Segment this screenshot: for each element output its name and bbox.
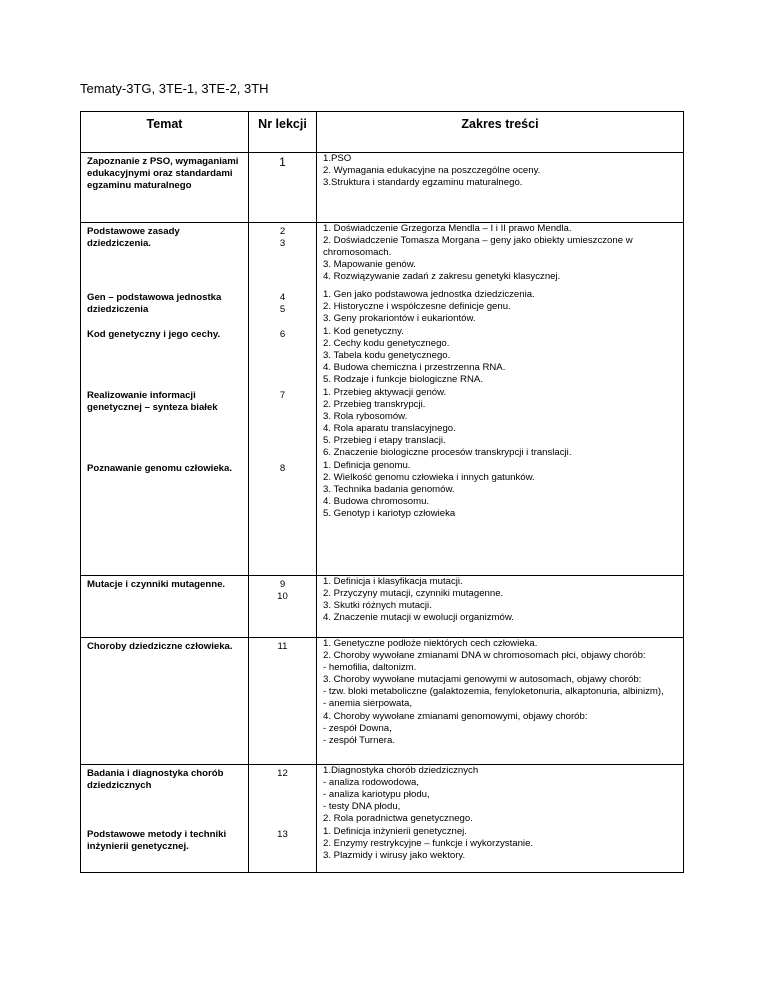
lesson-number-cell <box>249 460 317 576</box>
content-item: 1. Kod genetyczny. <box>323 325 404 337</box>
table-row <box>81 289 684 326</box>
content-item: 2. Enzymy restrykcyjne – funkcje i wykorzystanie. <box>323 837 534 849</box>
content-item: 1. Definicja i klasyfikacja mutacji. <box>323 576 463 587</box>
table-row <box>81 223 684 289</box>
content-item: - analiza kariotypu płodu, <box>323 789 430 801</box>
content-item: 4. Choroby wywołane zmianami genomowymi, objawy chorób: <box>323 710 588 722</box>
content-item: 3. Rola rybosomów. <box>323 410 408 422</box>
content-cell <box>317 638 684 765</box>
content-cell <box>317 826 684 873</box>
lesson-number: 1 <box>279 155 286 169</box>
content-item: 4. Znaczenie mutacji w ewolucji organizmów. <box>323 612 514 624</box>
header-content-scope: Zakres treści <box>317 112 684 153</box>
lesson-number: 13 <box>277 828 288 840</box>
content-item: 3. Technika badania genomów. <box>323 483 455 495</box>
lesson-number-cell <box>249 326 317 387</box>
content-item: 2. Doświadczenie Tomasza Morgana – geny jako obiekty umieszczone w chromosomach. <box>323 235 633 259</box>
content-item: 2. Przyczyny mutacji, czynniki mutagenne. <box>323 588 504 600</box>
topic-cell: Badania i diagnostyka chorób dziedzicznych <box>81 765 249 826</box>
content-item: 5. Rodzaje i funkcje biologiczne RNA. <box>323 373 483 385</box>
content-item: 4. Rola aparatu translacyjnego. <box>323 422 456 434</box>
content-item: 1. Definicja inżynierii genetycznej. <box>323 825 467 837</box>
lesson-number: 9 <box>279 579 286 590</box>
content-item: 4. Rozwiązywanie zadań z zakresu genetyki klasycznej. <box>323 271 561 283</box>
content-item: 4. Budowa chemiczna i przestrzenna RNA. <box>323 361 506 373</box>
table-row <box>81 576 684 638</box>
topic-cell: Podstawowe metody i techniki inżynierii genetycznej. <box>81 826 249 873</box>
topic-cell: Choroby dziedziczne człowieka. <box>81 638 249 765</box>
lesson-number-cell <box>249 153 317 223</box>
topic-cell: Kod genetyczny i jego cechy. <box>81 326 249 387</box>
content-cell <box>317 223 684 289</box>
content-item: 1. Genetyczne podłoże niektórych cech człowieka. <box>323 638 538 649</box>
lesson-number: 2 <box>279 226 286 237</box>
lesson-number-cell <box>249 223 317 289</box>
content-cell <box>317 576 684 638</box>
content-item: - zespół Turnera. <box>323 734 395 746</box>
topic-cell: Podstawowe zasady dziedziczenia. <box>81 223 249 289</box>
table-row <box>81 387 684 460</box>
page-title: Tematy-3TG, 3TE-1, 3TE-2, 3TH <box>80 81 269 96</box>
lesson-number: 3 <box>279 238 286 250</box>
lesson-number-cell <box>249 826 317 873</box>
lesson-number: 4 <box>279 291 286 303</box>
content-cell <box>317 153 684 223</box>
content-item: 2. Przebieg transkrypcji. <box>323 398 426 410</box>
content-item: 5. Genotyp i kariotyp człowieka <box>323 507 456 519</box>
content-item: 2. Wielkość genomu człowieka i innych gatunków. <box>323 471 535 483</box>
content-item: 1. Gen jako podstawowa jednostka dziedziczenia. <box>323 288 535 300</box>
topic-cell: Mutacje i czynniki mutagenne. <box>81 576 249 638</box>
lesson-number-cell <box>249 638 317 765</box>
lesson-number: 6 <box>279 328 286 340</box>
topic-cell: Zapoznanie z PSO, wymaganiami edukacyjnymi oraz standardami egzaminu maturalnego <box>81 153 249 223</box>
content-item: 2. Cechy kodu genetycznego. <box>323 337 450 349</box>
lesson-number-cell <box>249 576 317 638</box>
content-cell <box>317 460 684 576</box>
content-item: - tzw. bloki metaboliczne (galaktozemia, fenyloketonuria, alkaptonuria, albinizm), <box>323 686 664 698</box>
topic-cell: Poznawanie genomu człowieka. <box>81 460 249 576</box>
content-cell <box>317 289 684 326</box>
lesson-number: 8 <box>279 462 286 474</box>
lesson-number: 5 <box>279 303 286 315</box>
table-row <box>81 153 684 223</box>
content-item: - hemofilia, daltonizm. <box>323 662 417 674</box>
content-item: 4. Budowa chromosomu. <box>323 495 430 507</box>
lesson-number: 11 <box>277 641 288 652</box>
content-item: 1. Definicja genomu. <box>323 459 411 471</box>
content-item: 1. Doświadczenie Grzegorza Mendla – I i II prawo Mendla. <box>323 223 572 234</box>
content-item: 2. Wymagania edukacyjne na poszczególne oceny. <box>323 165 541 177</box>
content-item: - anemia sierpowata, <box>323 698 413 710</box>
content-item: 2. Choroby wywołane zmianami DNA w chromosomach płci, objawy chorób: <box>323 650 646 662</box>
table-row <box>81 826 684 873</box>
content-cell <box>317 765 684 826</box>
content-item: 3. Choroby wywołane mutacjami genowymi w autosomach, objawy chorób: <box>323 674 642 686</box>
table-row <box>81 326 684 387</box>
content-item: - analiza rodowodowa, <box>323 777 419 789</box>
content-item: 6. Znaczenie biologiczne procesów transkrypcji i translacji. <box>323 446 572 458</box>
lesson-number-cell <box>249 387 317 460</box>
topics-table <box>80 111 684 873</box>
table-row <box>81 765 684 826</box>
lesson-number: 12 <box>277 768 288 779</box>
content-item: 5. Przebieg i etapy translacji. <box>323 434 446 446</box>
content-cell <box>317 387 684 460</box>
content-item: 3. Mapowanie genów. <box>323 259 416 271</box>
lesson-number: 10 <box>277 591 288 603</box>
header-lesson-number: Nr lekcji <box>249 112 317 153</box>
topic-cell: Realizowanie informacji genetycznej – synteza białek <box>81 387 249 460</box>
content-item: 3.Struktura i standardy egzaminu maturalnego. <box>323 177 523 189</box>
content-item: 1. Przebieg aktywacji genów. <box>323 386 447 398</box>
content-item: 2. Rola poradnictwa genetycznego. <box>323 813 473 825</box>
content-item: 1.PSO <box>323 153 352 164</box>
content-item: 3. Geny prokariontów i eukariontów. <box>323 312 476 324</box>
content-item: 3. Skutki różnych mutacji. <box>323 600 432 612</box>
content-item: 1.Diagnostyka chorób dziedzicznych <box>323 765 479 776</box>
table-row <box>81 460 684 576</box>
lesson-number-cell <box>249 289 317 326</box>
content-item: 3. Tabela kodu genetycznego. <box>323 349 451 361</box>
header-topic: Temat <box>81 112 249 153</box>
lesson-number: 7 <box>279 389 286 401</box>
content-item: 2. Historyczne i współczesne definicje genu. <box>323 300 511 312</box>
content-item: 3. Plazmidy i wirusy jako wektory. <box>323 849 466 861</box>
table-row <box>81 638 684 765</box>
content-item: - zespół Downa, <box>323 722 392 734</box>
lesson-number-cell <box>249 765 317 826</box>
content-item: - testy DNA płodu, <box>323 801 401 813</box>
topic-cell: Gen – podstawowa jednostka dziedziczenia <box>81 289 249 326</box>
content-cell <box>317 326 684 387</box>
